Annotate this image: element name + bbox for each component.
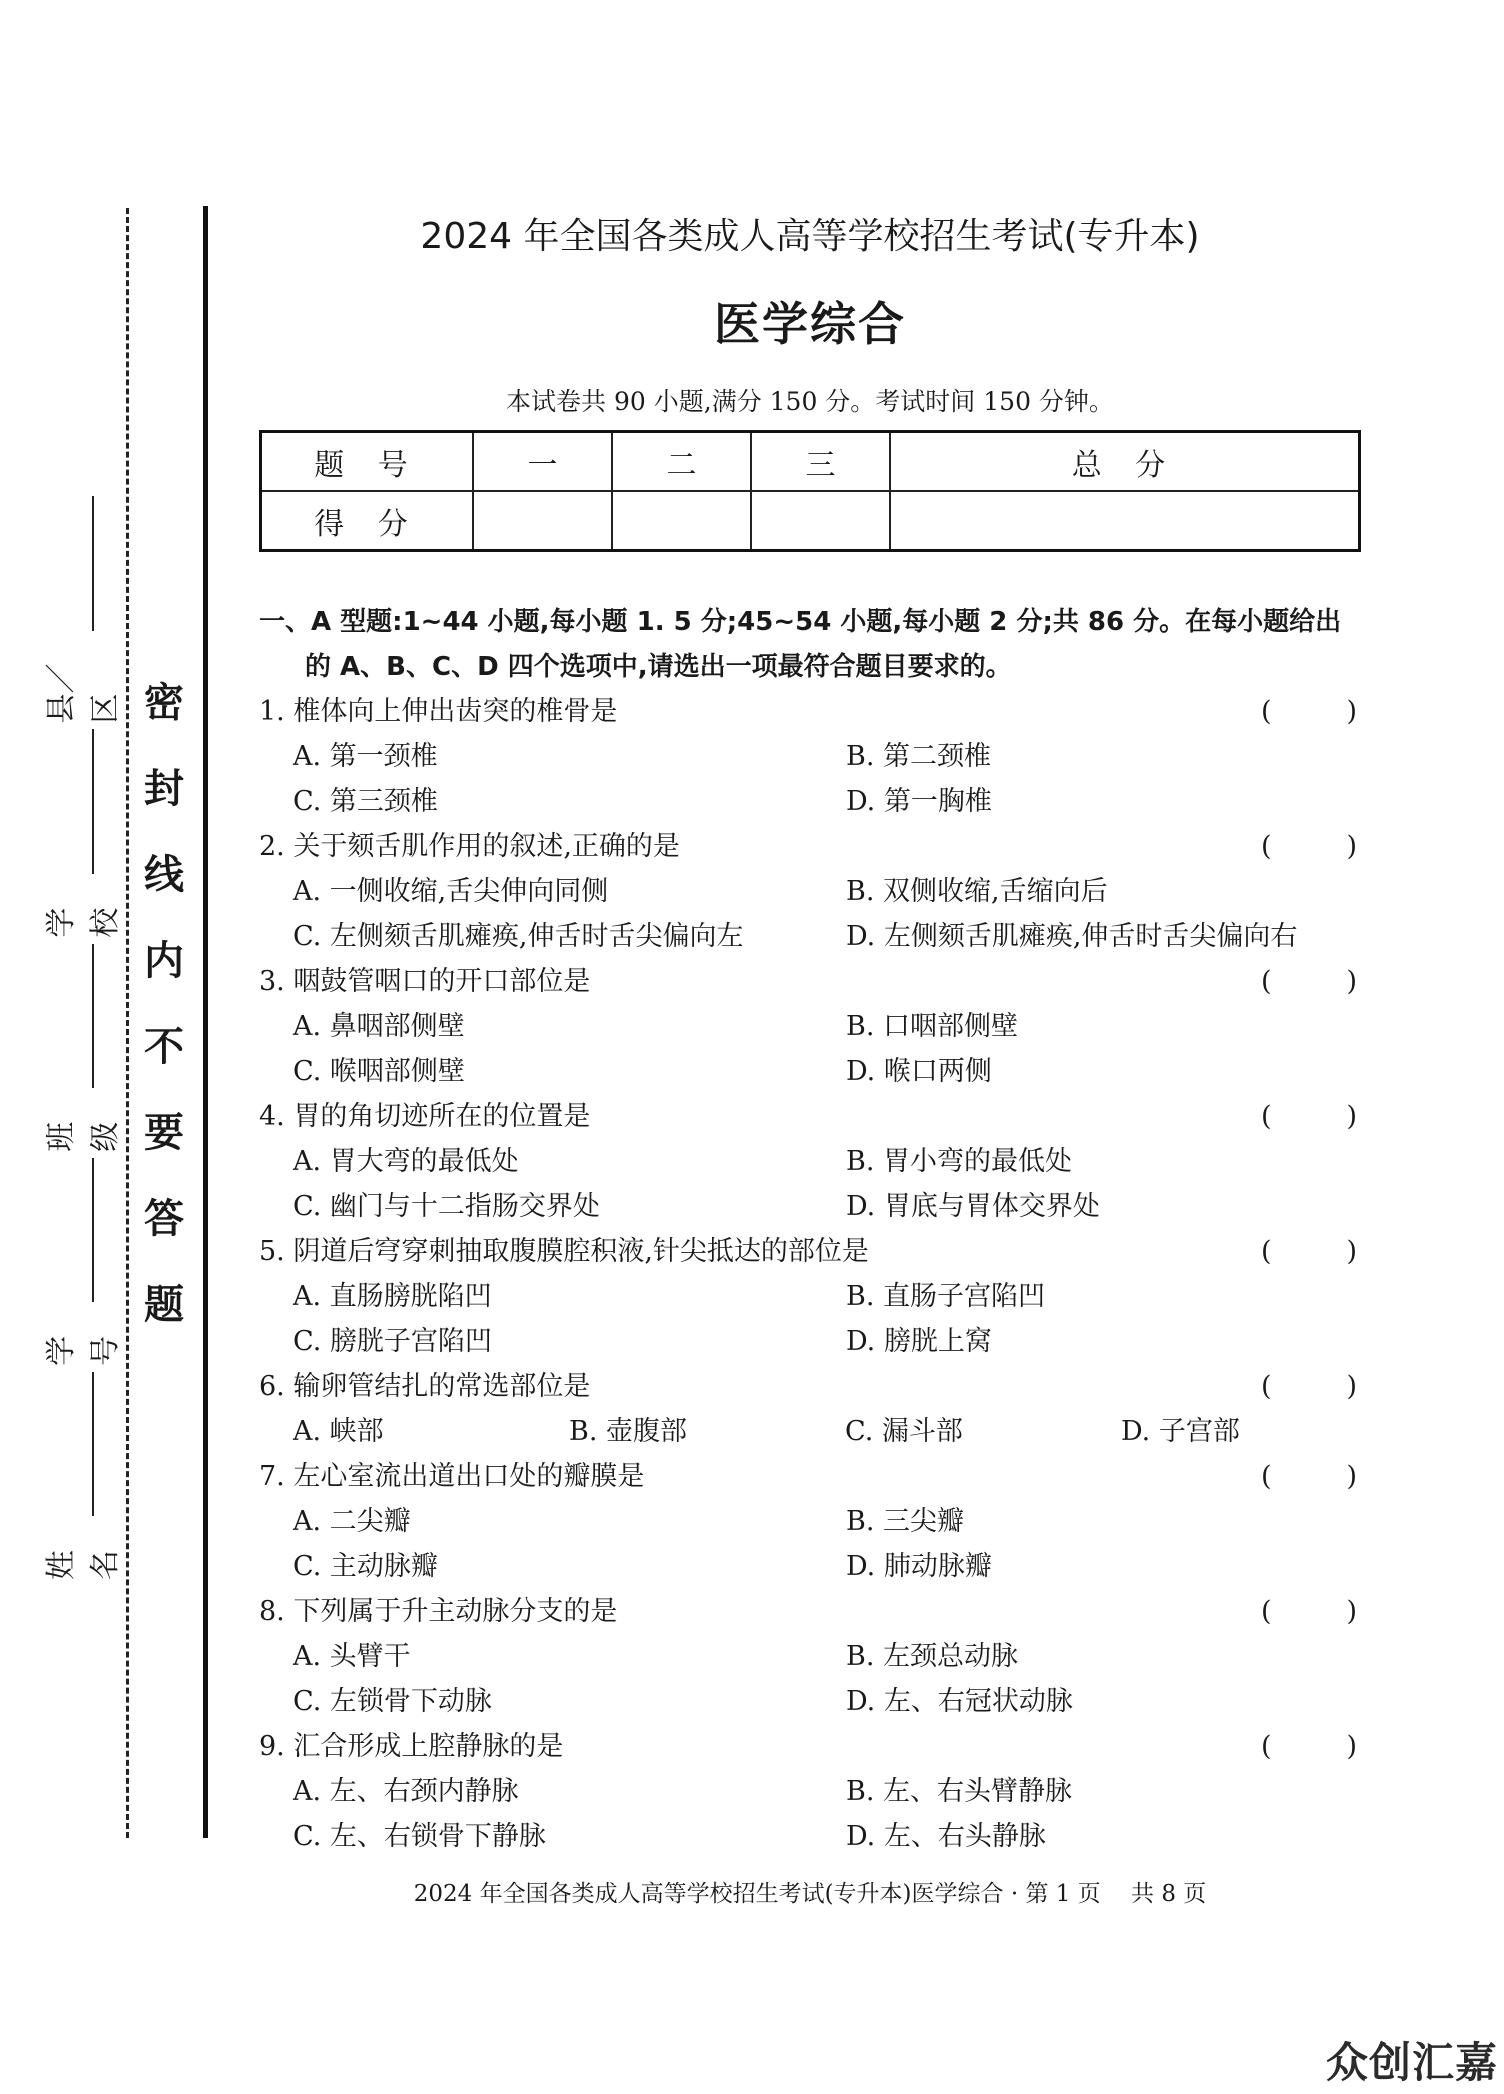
- paren-open: (: [1261, 1236, 1272, 1267]
- option-b: B. 左颈总动脉: [846, 1641, 1019, 1672]
- option-a: A. 第一颈椎: [293, 741, 438, 772]
- question-7: [259, 1454, 1361, 1589]
- student-id-blank[interactable]: [66, 1158, 94, 1302]
- paren-open: (: [1261, 1596, 1272, 1627]
- section-heading-line-1: 一、A 型题:1~44 小题,每小题 1. 5 分;45~54 小题,每小题 2 分;共 86 分。在每小题给出: [259, 607, 1342, 637]
- question-1: [259, 689, 1361, 824]
- exam-title: 2024 年全国各类成人高等学校招生考试(专升本): [420, 216, 1200, 257]
- county-blank[interactable]: [66, 496, 94, 631]
- score-table: [259, 430, 1361, 552]
- option-a: A. 胃大弯的最低处: [293, 1146, 519, 1177]
- school-field[interactable]: [36, 723, 124, 937]
- paren-open: (: [1261, 696, 1272, 727]
- answer-box[interactable]: [1261, 1724, 1361, 1769]
- answer-box[interactable]: [1261, 689, 1361, 734]
- question-stem: 9. 汇合形成上腔静脉的是: [259, 1731, 564, 1762]
- option-d: D. 肺动脉瓣: [846, 1551, 992, 1582]
- answer-box[interactable]: [1261, 1094, 1361, 1139]
- paren-close: ): [1346, 1371, 1357, 1402]
- question-stem: 5. 阴道后穹穿刺抽取腹膜腔积液,针尖抵达的部位是: [259, 1236, 869, 1267]
- option-b: B. 直肠子宫陷凹: [846, 1281, 1046, 1312]
- header-cell-question-no: 题 号: [261, 432, 474, 492]
- question-stem: 8. 下列属于升主动脉分支的是: [259, 1596, 618, 1627]
- paren-open: (: [1261, 966, 1272, 997]
- paren-close: ): [1346, 1101, 1357, 1132]
- paren-open: (: [1261, 1371, 1272, 1402]
- option-d: D. 左、右头静脉: [846, 1821, 1046, 1852]
- paren-close: ): [1346, 1731, 1357, 1762]
- class-field[interactable]: [36, 938, 124, 1152]
- binding-line: [203, 206, 208, 1838]
- option-c: C. 膀胱子宫陷凹: [293, 1326, 492, 1357]
- option-d: D. 左侧颏舌肌瘫痪,伸舌时舌尖偏向右: [846, 921, 1298, 952]
- option-d: D. 左、右冠状动脉: [846, 1686, 1073, 1717]
- paren-close: ): [1346, 1596, 1357, 1627]
- question-stem: 7. 左心室流出道出口处的瓣膜是: [259, 1461, 645, 1492]
- section-heading: [259, 600, 1369, 690]
- option-d: D. 第一胸椎: [846, 786, 992, 817]
- section-heading-line-2: 的 A、B、C、D 四个选项中,请选出一项最符合题目要求的。: [305, 652, 1012, 682]
- option-c: C. 漏斗部: [845, 1416, 963, 1447]
- option-c: C. 左侧颏舌肌瘫痪,伸舌时舌尖偏向左: [293, 921, 744, 952]
- answer-box[interactable]: [1261, 1229, 1361, 1274]
- option-b: B. 双侧收缩,舌缩向后: [846, 876, 1108, 907]
- name-field[interactable]: [36, 1366, 124, 1580]
- answer-box[interactable]: [1261, 959, 1361, 1004]
- header-cell-section-1: 一: [473, 432, 612, 492]
- option-b: B. 三尖瓣: [846, 1506, 965, 1537]
- county-field[interactable]: [36, 490, 124, 723]
- student-info-fields: [44, 490, 123, 1580]
- header-cell-section-3: 三: [751, 432, 890, 492]
- page-footer: 2024 年全国各类成人高等学校招生考试(专升本)医学综合 · 第 1 页 共 8 页: [413, 1881, 1207, 1907]
- question-list: [259, 689, 1361, 1859]
- option-c: C. 第三颈椎: [293, 786, 438, 817]
- student-id-field[interactable]: [36, 1152, 124, 1366]
- option-b: B. 口咽部侧壁: [846, 1011, 1019, 1042]
- question-stem: 1. 椎体向上伸出齿突的椎骨是: [259, 696, 618, 727]
- question-5: [259, 1229, 1361, 1364]
- option-b: B. 壶腹部: [569, 1416, 688, 1447]
- score-cell-section-2[interactable]: [612, 491, 751, 551]
- option-a: A. 二尖瓣: [293, 1506, 411, 1537]
- name-label: 姓名: [44, 1550, 123, 1580]
- paren-close: ): [1346, 966, 1357, 997]
- paren-close: ): [1346, 696, 1357, 727]
- paren-open: (: [1261, 1731, 1272, 1762]
- option-a: A. 鼻咽部侧壁: [293, 1011, 465, 1042]
- school-blank[interactable]: [66, 729, 94, 873]
- option-d: D. 胃底与胃体交界处: [846, 1191, 1100, 1222]
- watermark-logo: 众创汇嘉: [1325, 2038, 1498, 2087]
- dashed-cut-line: [126, 208, 129, 1838]
- option-b: B. 左、右头臂静脉: [846, 1776, 1073, 1807]
- score-cell-total[interactable]: [890, 491, 1359, 551]
- option-b: B. 胃小弯的最低处: [846, 1146, 1073, 1177]
- option-a: A. 头臂干: [293, 1641, 411, 1672]
- paren-close: ): [1346, 1236, 1357, 1267]
- county-label: 县／区: [44, 663, 123, 724]
- subject-title: 医学综合: [714, 297, 906, 351]
- option-a: A. 直肠膀胱陷凹: [293, 1281, 492, 1312]
- option-d: D. 喉口两侧: [846, 1056, 992, 1087]
- option-a: A. 一侧收缩,舌尖伸向同侧: [293, 876, 609, 907]
- option-c: C. 主动脉瓣: [293, 1551, 438, 1582]
- paren-open: (: [1261, 1101, 1272, 1132]
- paren-close: ): [1346, 831, 1357, 862]
- class-blank[interactable]: [66, 944, 94, 1088]
- paren-close: ): [1346, 1461, 1357, 1492]
- option-d: D. 子宫部: [1121, 1416, 1240, 1447]
- answer-box[interactable]: [1261, 1454, 1361, 1499]
- paren-open: (: [1261, 831, 1272, 862]
- question-stem: 4. 胃的角切迹所在的位置是: [259, 1101, 591, 1132]
- answer-box[interactable]: [1261, 824, 1361, 869]
- answer-box[interactable]: [1261, 1364, 1361, 1409]
- option-c: C. 左、右锁骨下静脉: [293, 1821, 546, 1852]
- answer-box[interactable]: [1261, 1589, 1361, 1634]
- exam-info: 本试卷共 90 小题,满分 150 分。考试时间 150 分钟。: [506, 387, 1114, 416]
- option-c: C. 左锁骨下动脉: [293, 1686, 492, 1717]
- question-8: [259, 1589, 1361, 1724]
- option-c: C. 喉咽部侧壁: [293, 1056, 465, 1087]
- question-2: [259, 824, 1361, 959]
- option-d: D. 膀胱上窝: [846, 1326, 992, 1357]
- option-a: A. 峡部: [293, 1416, 384, 1447]
- question-3: [259, 959, 1361, 1094]
- score-table-score-row: [261, 491, 1360, 551]
- score-cell-section-3[interactable]: [751, 491, 890, 551]
- paren-open: (: [1261, 1461, 1272, 1492]
- question-6: [259, 1364, 1361, 1454]
- student-id-label: 学号: [44, 1335, 123, 1366]
- seal-notice: 密封线内不要答题: [144, 680, 184, 1328]
- name-blank[interactable]: [66, 1372, 94, 1516]
- question-stem: 3. 咽鼓管咽口的开口部位是: [259, 966, 591, 997]
- header-cell-total: 总 分: [890, 432, 1359, 492]
- question-stem: 2. 关于颏舌肌作用的叙述,正确的是: [259, 831, 680, 862]
- question-9: [259, 1724, 1361, 1859]
- school-label: 学校: [44, 907, 123, 938]
- question-stem: 6. 输卵管结扎的常选部位是: [259, 1371, 591, 1402]
- score-cell-section-1[interactable]: [473, 491, 612, 551]
- option-a: A. 左、右颈内静脉: [293, 1776, 519, 1807]
- score-row-label: 得 分: [261, 491, 474, 551]
- header-cell-section-2: 二: [612, 432, 751, 492]
- option-b: B. 第二颈椎: [846, 741, 992, 772]
- score-table-header-row: [261, 432, 1360, 492]
- class-label: 班级: [44, 1121, 123, 1152]
- question-4: [259, 1094, 1361, 1229]
- option-c: C. 幽门与十二指肠交界处: [293, 1191, 600, 1222]
